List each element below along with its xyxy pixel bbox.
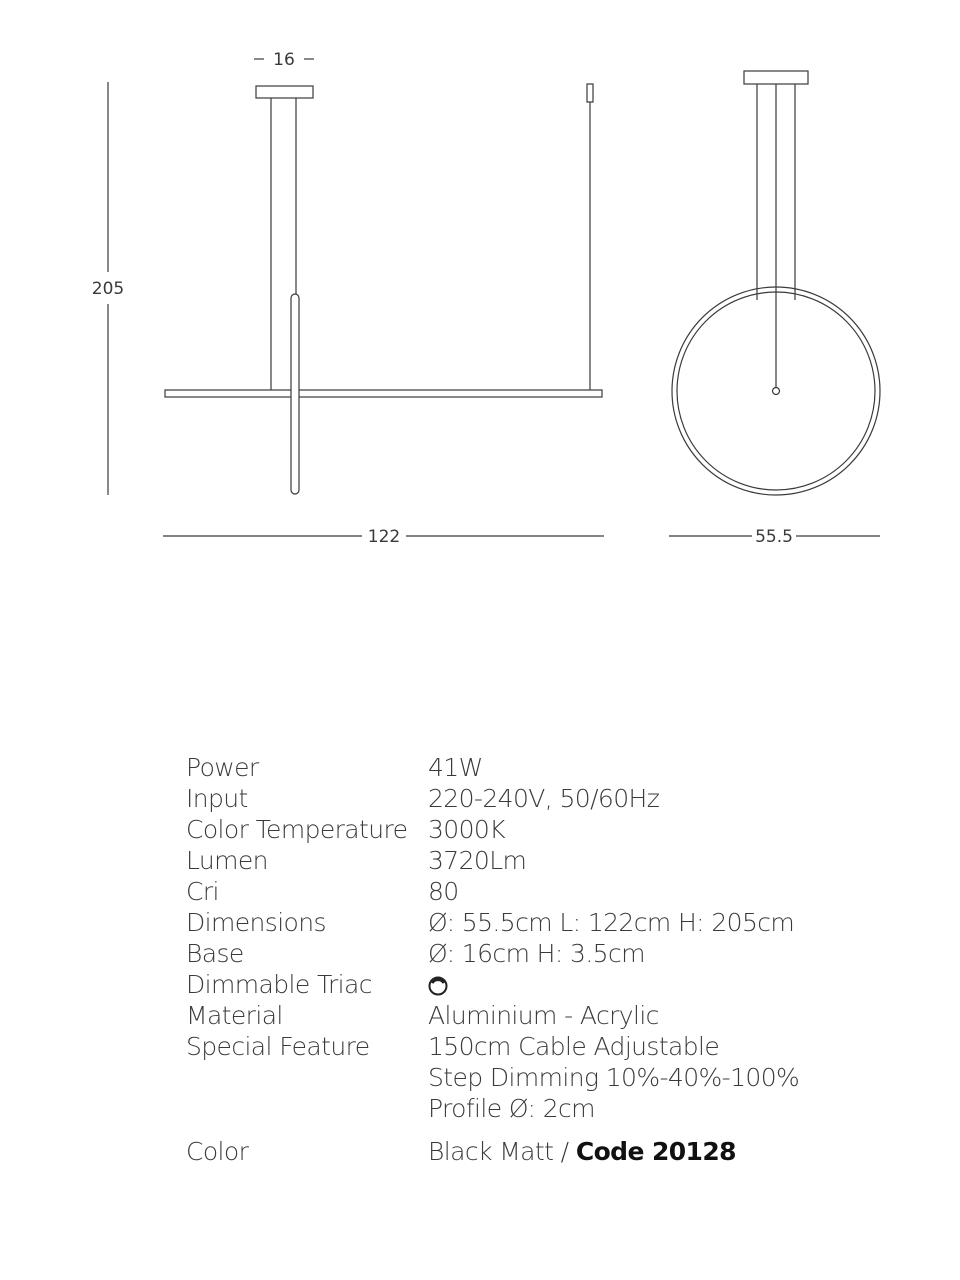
spec-value: 3720Lm — [428, 846, 527, 875]
length-label: 122 — [367, 527, 401, 547]
side-ceiling-base — [744, 71, 808, 84]
color-name: Black Matt — [428, 1137, 554, 1166]
spec-row-base — [186, 938, 799, 969]
spec-value — [428, 969, 448, 1000]
spec-value: Ø: 16cm H: 3.5cm — [428, 939, 645, 968]
spec-label: Color Temperature — [186, 815, 408, 844]
spec-label: Input — [186, 784, 248, 813]
spec-row-color — [186, 1136, 799, 1167]
spec-value: 220-240V, 50/60Hz — [428, 784, 660, 813]
spec-label: Dimmable Triac — [186, 970, 372, 999]
spec-table — [186, 752, 799, 1167]
spec-row-special-feature — [186, 1031, 799, 1062]
spec-value: 3000K — [428, 815, 506, 844]
product-code: 20128 — [651, 1137, 736, 1166]
spec-row-cri — [186, 876, 799, 907]
spec-label: Color — [186, 1137, 249, 1166]
diameter-label: 55.5 — [755, 527, 793, 547]
spec-row-dimensions — [186, 907, 799, 938]
spec-label: Power — [186, 753, 259, 782]
color-value — [428, 1136, 736, 1167]
spec-row-color-temperature — [186, 814, 799, 845]
spec-value: Aluminium - Acrylic — [428, 1001, 659, 1030]
base-width-label: 16 — [273, 50, 295, 70]
spec-label: Material — [186, 1001, 283, 1030]
spec-extra-line: Profile Ø: 2cm — [428, 1094, 595, 1123]
height-label: 205 — [91, 279, 125, 299]
vertical-profile — [291, 294, 299, 494]
spec-value: 150cm Cable Adjustable — [428, 1032, 720, 1061]
cable-clamp — [587, 84, 593, 102]
spec-label: Lumen — [186, 846, 268, 875]
spec-row-lumen — [186, 845, 799, 876]
color-separator: / — [553, 1137, 576, 1166]
spec-value: 80 — [428, 877, 459, 906]
ceiling-base — [256, 86, 313, 98]
horizontal-profile — [165, 390, 602, 397]
spec-value: Ø: 55.5cm L: 122cm H: 205cm — [428, 908, 795, 937]
spec-label: Cri — [186, 877, 219, 906]
spec-label: Base — [186, 939, 244, 968]
spec-row-material — [186, 1000, 799, 1031]
spec-label: Dimensions — [186, 908, 326, 937]
spec-row-input — [186, 783, 799, 814]
spec-value: 41W — [428, 753, 483, 782]
dimmer-icon — [428, 976, 448, 996]
technical-drawing — [0, 0, 960, 600]
spec-row-dimmable — [186, 969, 799, 1000]
cable-end — [773, 388, 780, 395]
code-label: Code — [575, 1137, 644, 1166]
spec-extra-line: Step Dimming 10%-40%-100% — [428, 1063, 800, 1092]
spec-label: Special Feature — [186, 1032, 370, 1061]
spec-row-power — [186, 752, 799, 783]
